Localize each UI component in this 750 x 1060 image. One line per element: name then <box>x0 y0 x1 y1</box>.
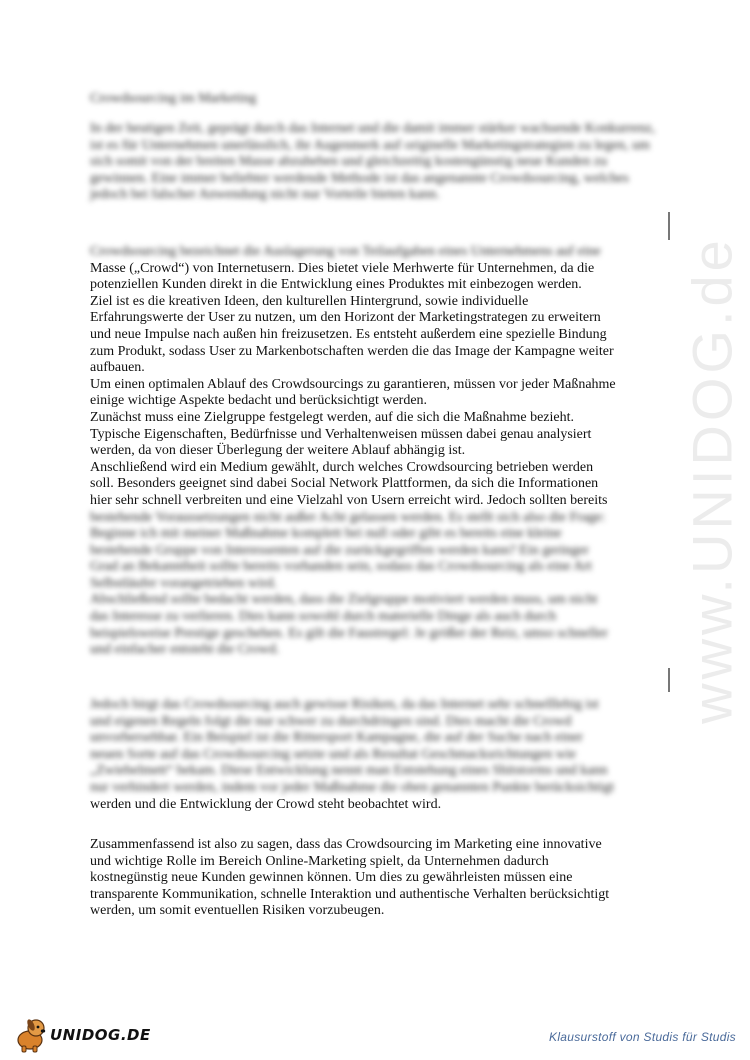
text-line: potenziellen Kunden direkt in die Entwicklung eines Produktes mit einbezogen werden. <box>90 277 582 293</box>
text-line: Ziel ist es die kreativen Ideen, den kulturellen Hintergrund, sowie individuelle <box>90 293 529 309</box>
text-line: einige wichtige Aspekte bedacht und berücksichtigt werden. <box>90 393 428 409</box>
text-line: soll. Besonders geeignet sind dabei Social Network Plattformen, da sich die Informationen <box>90 476 599 492</box>
text-line: Zusammenfassend ist also zu sagen, dass das Crowdsourcing im Marketing eine innovative <box>90 837 602 852</box>
text-line: Typische Eigenschaften, Bedürfnisse und Verhaltenweisen müssen dabei genau analysiert <box>90 426 592 442</box>
text-line: nur verhindert werden, indem vor jeder Maßnahme die oben genannten Punkte berücksichtigt <box>90 779 615 795</box>
watermark-text: www.UNIDOG.de <box>680 236 744 724</box>
dog-icon <box>12 1014 52 1054</box>
intro-paragraph <box>90 121 658 204</box>
text-line: Beginne ich mit meiner Maßnahme komplett bei null oder gibt es bereits eine kleine <box>90 526 562 542</box>
summary-section <box>90 837 658 920</box>
main-clear-text <box>90 261 658 510</box>
text-line: neuen Sorte auf das Crowdsourcing setzte und als Resultat Geschmacksrichtungen wie <box>90 746 576 762</box>
text-line: Jedoch birgt das Crowdsourcing auch gewisse Risiken, da das Internet sehr schnelllebig ist <box>90 697 599 712</box>
text-line: und einfacher entsteht die Crowd. <box>90 642 280 658</box>
text-line: hier sehr schnell verbreiten und eine Vielzahl von Usern erreicht wird. Jedoch sollten bereits <box>90 492 608 508</box>
text-line: Selbstläufer vorangetrieben wird. <box>90 575 277 591</box>
margin-mark <box>668 668 670 692</box>
logo-text: UNIDOG.DE <box>50 1026 151 1044</box>
text-line: zum Produkt, sodass User zu Markenbotschaften werden die das Image der Kampagne weiter <box>90 343 614 359</box>
text-line: kostnegünstig neue Kunden gewinnen können. Um dies zu gewährleisten müssen eine <box>90 870 573 886</box>
text-line: und neue Impulse nach außen hin freizusetzen. Es entsteht außerdem eine spezielle Bindung <box>90 326 607 342</box>
text-line: transparente Kommunikation, schnelle Interaktion und authentische Verhalten berücksichtigt <box>90 886 610 902</box>
text-line: „Zwiebelmett“ bekam. Diese Entwicklung nennt man Entstehung eines Shitstorms und kann <box>90 763 608 779</box>
text-line: unvorhersehbar. Ein Beispiel ist die Rittersport Kampagne, die auf der Suche nach einer <box>90 730 583 746</box>
text-line: beispielsweise Prestige geschehen. Es gilt die Faustregel: Je größer der Reiz, umso schneller <box>90 625 608 641</box>
main-section <box>90 244 658 659</box>
text-line: Masse („Crowd“) von Internetusern. Dies bietet viele Merhwerte für Unternehmen, da die <box>90 260 595 276</box>
margin-mark <box>668 212 670 240</box>
document-title: Crowdsourcing im Marketing <box>90 91 257 106</box>
text-line: Abschließend sollte bedacht werden, dass die Zielgruppe motiviert werden muss, um nicht <box>90 592 598 608</box>
text-line: und wichtige Rolle im Bereich Online-Marketing spielt, da Unternehmen dadurch <box>90 853 549 869</box>
text-line: und eigenen Regeln folgt die nur schwer zu durchdringen sind. Dies macht die Crowd <box>90 713 572 729</box>
text-line: bestehende Gruppe von Interessenten auf die zurückgegriffen werden kann? Ein geringer <box>90 542 589 558</box>
text-line: Grad an Bekanntheit sollte bereits vorhanden sein, sodass das Crowdsourcing als eine Art <box>90 559 592 575</box>
text-line: Anschließend wird ein Medium gewählt, durch welches Crowdsourcing betrieben werden <box>90 459 594 475</box>
text-line: werden, um somit eventuellen Risiken vorzubeugen. <box>90 903 385 919</box>
text-line: Um einen optimalen Ablauf des Crowdsourcings zu garantieren, müssen vor jeder Maßnahme <box>90 376 616 392</box>
main-blurred-tail <box>90 510 658 659</box>
text-line: bestehende Voraussetzungen nicht außer Acht gelassen werden. Es stellt sich also die Frage: <box>90 509 606 525</box>
risk-section <box>90 697 658 813</box>
unidog-logo[interactable] <box>12 1014 162 1054</box>
footer-tagline: Klausurstoff von Studis für Studis <box>549 1030 736 1044</box>
text-line: aufbauen. <box>90 360 145 376</box>
risk-blurred-text <box>90 697 658 797</box>
intro-text: In der heutigen Zeit, geprägt durch das Internet und die damit immer stärker wachsende Konkurrenz, ist es für Unternehmen unerlässlich, ihr Augenmerk auf originelle Marketingstrategien zu legen, um sich somit von der breiten Masse abzuheben und gleichzeitig kostengünstig neue Kunden zu gewinnen. Eine immer beliebter werdende Methode ist das angenannte Crowdsourcing, welches jedoch bei falscher Anwendung nicht nur Vorteile bieten kann. <box>90 121 656 203</box>
main-first-line: Crowdsourcing bezeichnet die Auslagerung von Teilaufgaben eines Unternehmens auf eine <box>90 244 601 259</box>
text-line: das Interesse zu verlieren. Dies kann sowohl durch materielle Dinge als auch durch <box>90 609 557 625</box>
text-line: Zunächst muss eine Zielgruppe festgelegt werden, auf die sich die Maßnahme bezieht. <box>90 409 574 425</box>
text-line: Erfahrungswerte der User zu nutzen, um den Horizont der Marketingstrategen zu erweitern <box>90 310 601 326</box>
text-line: werden, da von dieser Überlegung der weitere Ablauf abhängig ist. <box>90 443 466 459</box>
risk-clear-line: werden und die Entwicklung der Crowd steht beobachtet wird. <box>90 796 442 812</box>
